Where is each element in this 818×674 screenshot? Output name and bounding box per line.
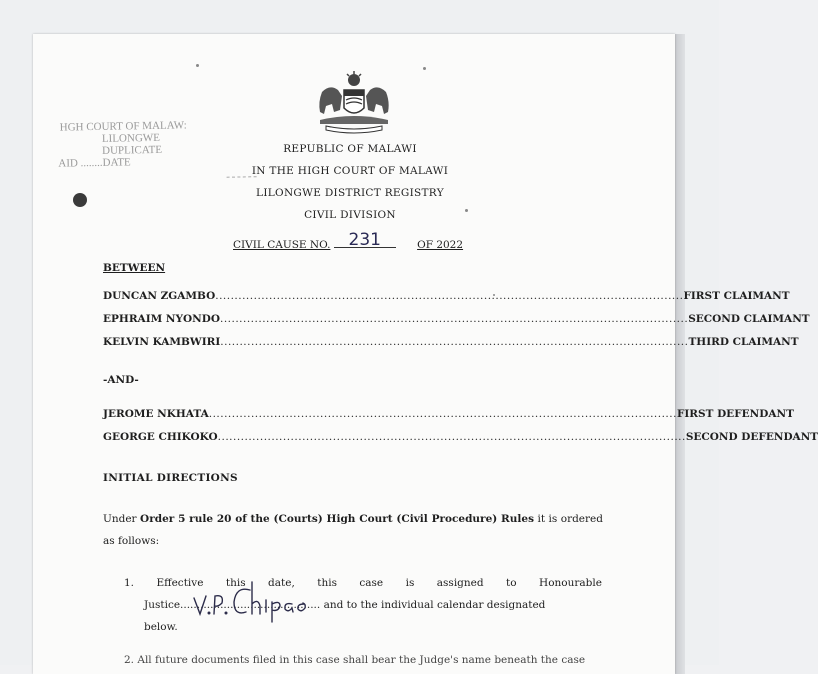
stamp-line: HGH COURT OF MALAW: <box>59 119 187 134</box>
court-header <box>230 138 470 226</box>
claimant-row <box>103 290 790 302</box>
stamp-line: LILONGWE <box>101 131 161 145</box>
between-label: BETWEEN <box>103 262 166 274</box>
republic-heading: REPUBLIC OF MALAWI <box>283 143 417 155</box>
item1-word: this <box>317 577 337 589</box>
paper-speck <box>423 67 426 70</box>
party-name: DUNCAN ZGAMBO <box>103 290 216 302</box>
stamp-line: AID ........DATE <box>58 156 131 170</box>
intro-prefix: Under <box>103 513 141 525</box>
coat-of-arms-emblem <box>312 70 396 132</box>
party-name: GEORGE CHIKOKO <box>103 431 218 443</box>
intro-rule-reference: Order 5 rule 20 of the (Courts) High Court (Civil Procedure) Rules <box>140 513 534 525</box>
item1-line3: below. <box>144 621 178 633</box>
claimant-row <box>103 336 799 348</box>
leader-dots: .......................................................................................................................... <box>219 313 689 325</box>
leader-dots: .......................................................................................................................... <box>220 336 689 348</box>
item1-word: Effective <box>156 577 204 589</box>
item1-word: assigned <box>436 577 484 589</box>
leader-dots: .......................................................................................................................... <box>208 408 677 420</box>
intro-suffix: it is ordered as follows: <box>103 513 603 547</box>
party-name: EPHRAIM NYONDO <box>103 313 220 325</box>
party-name: KELVIN KAMBWIRI <box>103 336 221 348</box>
party-role: FIRST CLAIMANT <box>683 290 790 302</box>
party-role: SECOND CLAIMANT <box>688 313 810 325</box>
party-role: FIRST DEFENDANT <box>676 408 794 420</box>
item1-word: to <box>506 577 517 589</box>
and-separator: -AND- <box>103 374 139 386</box>
civil-cause-label: CIVIL CAUSE NO. <box>233 239 331 251</box>
leader-dots: .......................................................................................................................... <box>215 290 684 302</box>
defendant-row <box>103 431 818 443</box>
item1-word: this <box>225 577 246 589</box>
civil-cause-line <box>233 230 473 251</box>
handwritten-signature <box>188 576 338 624</box>
direction-item-2: 2. All future documents filed in this case shall bear the Judge's name beneath the case <box>124 654 586 666</box>
item1-justice: Justice <box>144 599 181 611</box>
party-role: THIRD CLAIMANT <box>688 336 799 348</box>
signature-dots: ............................... <box>180 599 284 611</box>
claimant-row <box>103 313 810 325</box>
registry-heading: LILONGWE DISTRICT REGISTRY <box>256 187 444 199</box>
item1-word: Honourable <box>539 577 602 589</box>
party-role: SECOND DEFENDANT <box>685 431 818 443</box>
party-name: JEROME NKHATA <box>103 408 209 420</box>
initial-directions-heading: INITIAL DIRECTIONS <box>103 472 238 484</box>
intro-paragraph <box>103 508 603 552</box>
leader-dots: .......................................................................................................................... <box>217 431 686 443</box>
stamp-line: DUPLICATE <box>102 143 163 157</box>
page-edge-shadow <box>675 34 685 674</box>
binding-hole <box>73 193 87 207</box>
civil-cause-number: 231 <box>334 233 396 248</box>
item1-word: is <box>405 577 415 589</box>
paper-speck <box>196 64 199 67</box>
defendant-row <box>103 408 794 420</box>
division-heading: CIVIL DIVISION <box>304 209 396 221</box>
item1-word: date, <box>268 577 295 589</box>
court-stamp <box>58 118 249 169</box>
item1-line2-rest: ........... and to the individual calendar designated <box>283 599 546 611</box>
civil-cause-year: OF 2022 <box>417 239 464 251</box>
item-number: 1. <box>124 577 135 589</box>
item1-word: case <box>359 577 384 589</box>
court-heading: IN THE HIGH COURT OF MALAWI <box>251 165 449 177</box>
